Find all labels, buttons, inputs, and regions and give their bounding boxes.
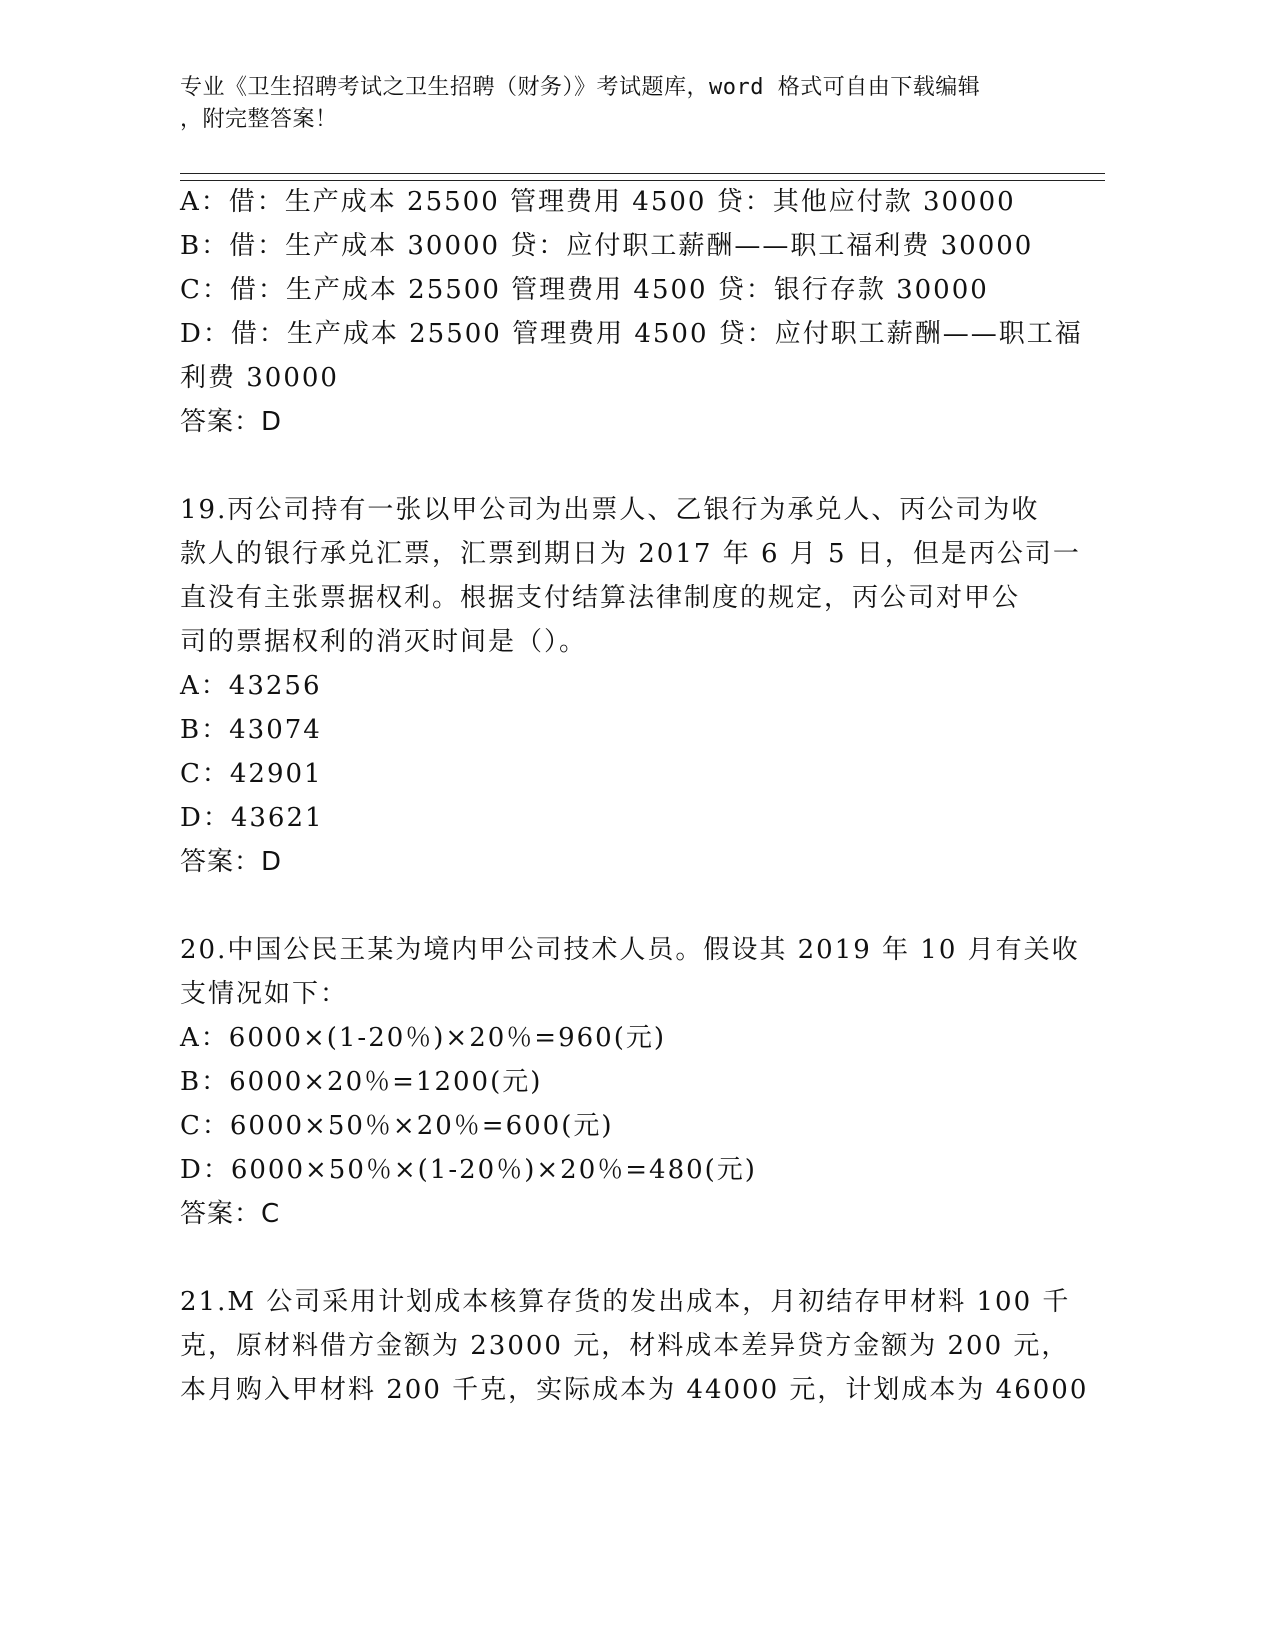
header-line-1: 专业《卫生招聘考试之卫生招聘（财务）》考试题库，word 格式可自由下载编辑 xyxy=(180,75,981,100)
option-d-continued: 利费 30000 xyxy=(180,363,339,393)
question-text-line: 克，原材料借方金额为 23000 元，材料成本差异贷方金额为 200 元， xyxy=(180,1331,1070,1361)
question-19 xyxy=(180,488,1081,884)
option-b: B：43074 xyxy=(180,715,322,745)
answer: 答案：D xyxy=(180,847,283,877)
spacer xyxy=(180,444,1030,488)
question-text-line: 本月购入甲材料 200 千克，实际成本为 44000 元，计划成本为 46000 xyxy=(180,1375,1089,1405)
option-d: D：6000×50％×(1-20％)×20％=480(元) xyxy=(180,1155,757,1185)
question-18 xyxy=(180,180,1083,444)
option-d: D：借：生产成本 25500 管理费用 4500 贷：应付职工薪酬——职工福 xyxy=(180,319,1083,349)
option-b: B：借：生产成本 30000 贷：应付职工薪酬——职工福利费 30000 xyxy=(180,231,1034,261)
option-c: C：6000×50％×20％=600(元) xyxy=(180,1111,614,1141)
option-b: B：6000×20％=1200(元) xyxy=(180,1067,543,1097)
page-header xyxy=(180,72,1040,136)
document-body xyxy=(180,180,1089,1412)
header-divider-top xyxy=(180,173,1105,174)
option-d: D：43621 xyxy=(180,803,324,833)
option-a: A：6000×(1-20％)×20％=960(元) xyxy=(180,1023,666,1053)
option-a: A：43256 xyxy=(180,671,322,701)
spacer xyxy=(180,1236,1030,1280)
question-text-line: 支情况如下： xyxy=(180,979,349,1009)
question-text-line: 19.丙公司持有一张以甲公司为出票人、乙银行为承兑人、丙公司为收 xyxy=(180,495,1040,525)
question-text-line: 司的票据权利的消灭时间是（）。 xyxy=(180,627,588,657)
question-text-line: 款人的银行承兑汇票，汇票到期日为 2017 年 6 月 5 日，但是丙公司一 xyxy=(180,539,1081,569)
question-20 xyxy=(180,928,1080,1236)
option-c: C：借：生产成本 25500 管理费用 4500 贷：银行存款 30000 xyxy=(180,275,989,305)
question-21 xyxy=(180,1280,1089,1412)
question-text-line: 20.中国公民王某为境内甲公司技术人员。假设其 2019 年 10 月有关收 xyxy=(180,935,1080,965)
spacer xyxy=(180,884,1030,928)
answer: 答案：D xyxy=(180,407,283,437)
option-c: C：42901 xyxy=(180,759,323,789)
header-line-2: ，附完整答案！ xyxy=(180,107,338,132)
question-text-line: 直没有主张票据权利。根据支付结算法律制度的规定，丙公司对甲公 xyxy=(180,583,1021,613)
answer: 答案：C xyxy=(180,1199,281,1229)
option-a: A：借：生产成本 25500 管理费用 4500 贷：其他应付款 30000 xyxy=(180,187,1016,217)
question-text-line: 21.M 公司采用计划成本核算存货的发出成本，月初结存甲材料 100 千 xyxy=(180,1287,1071,1317)
